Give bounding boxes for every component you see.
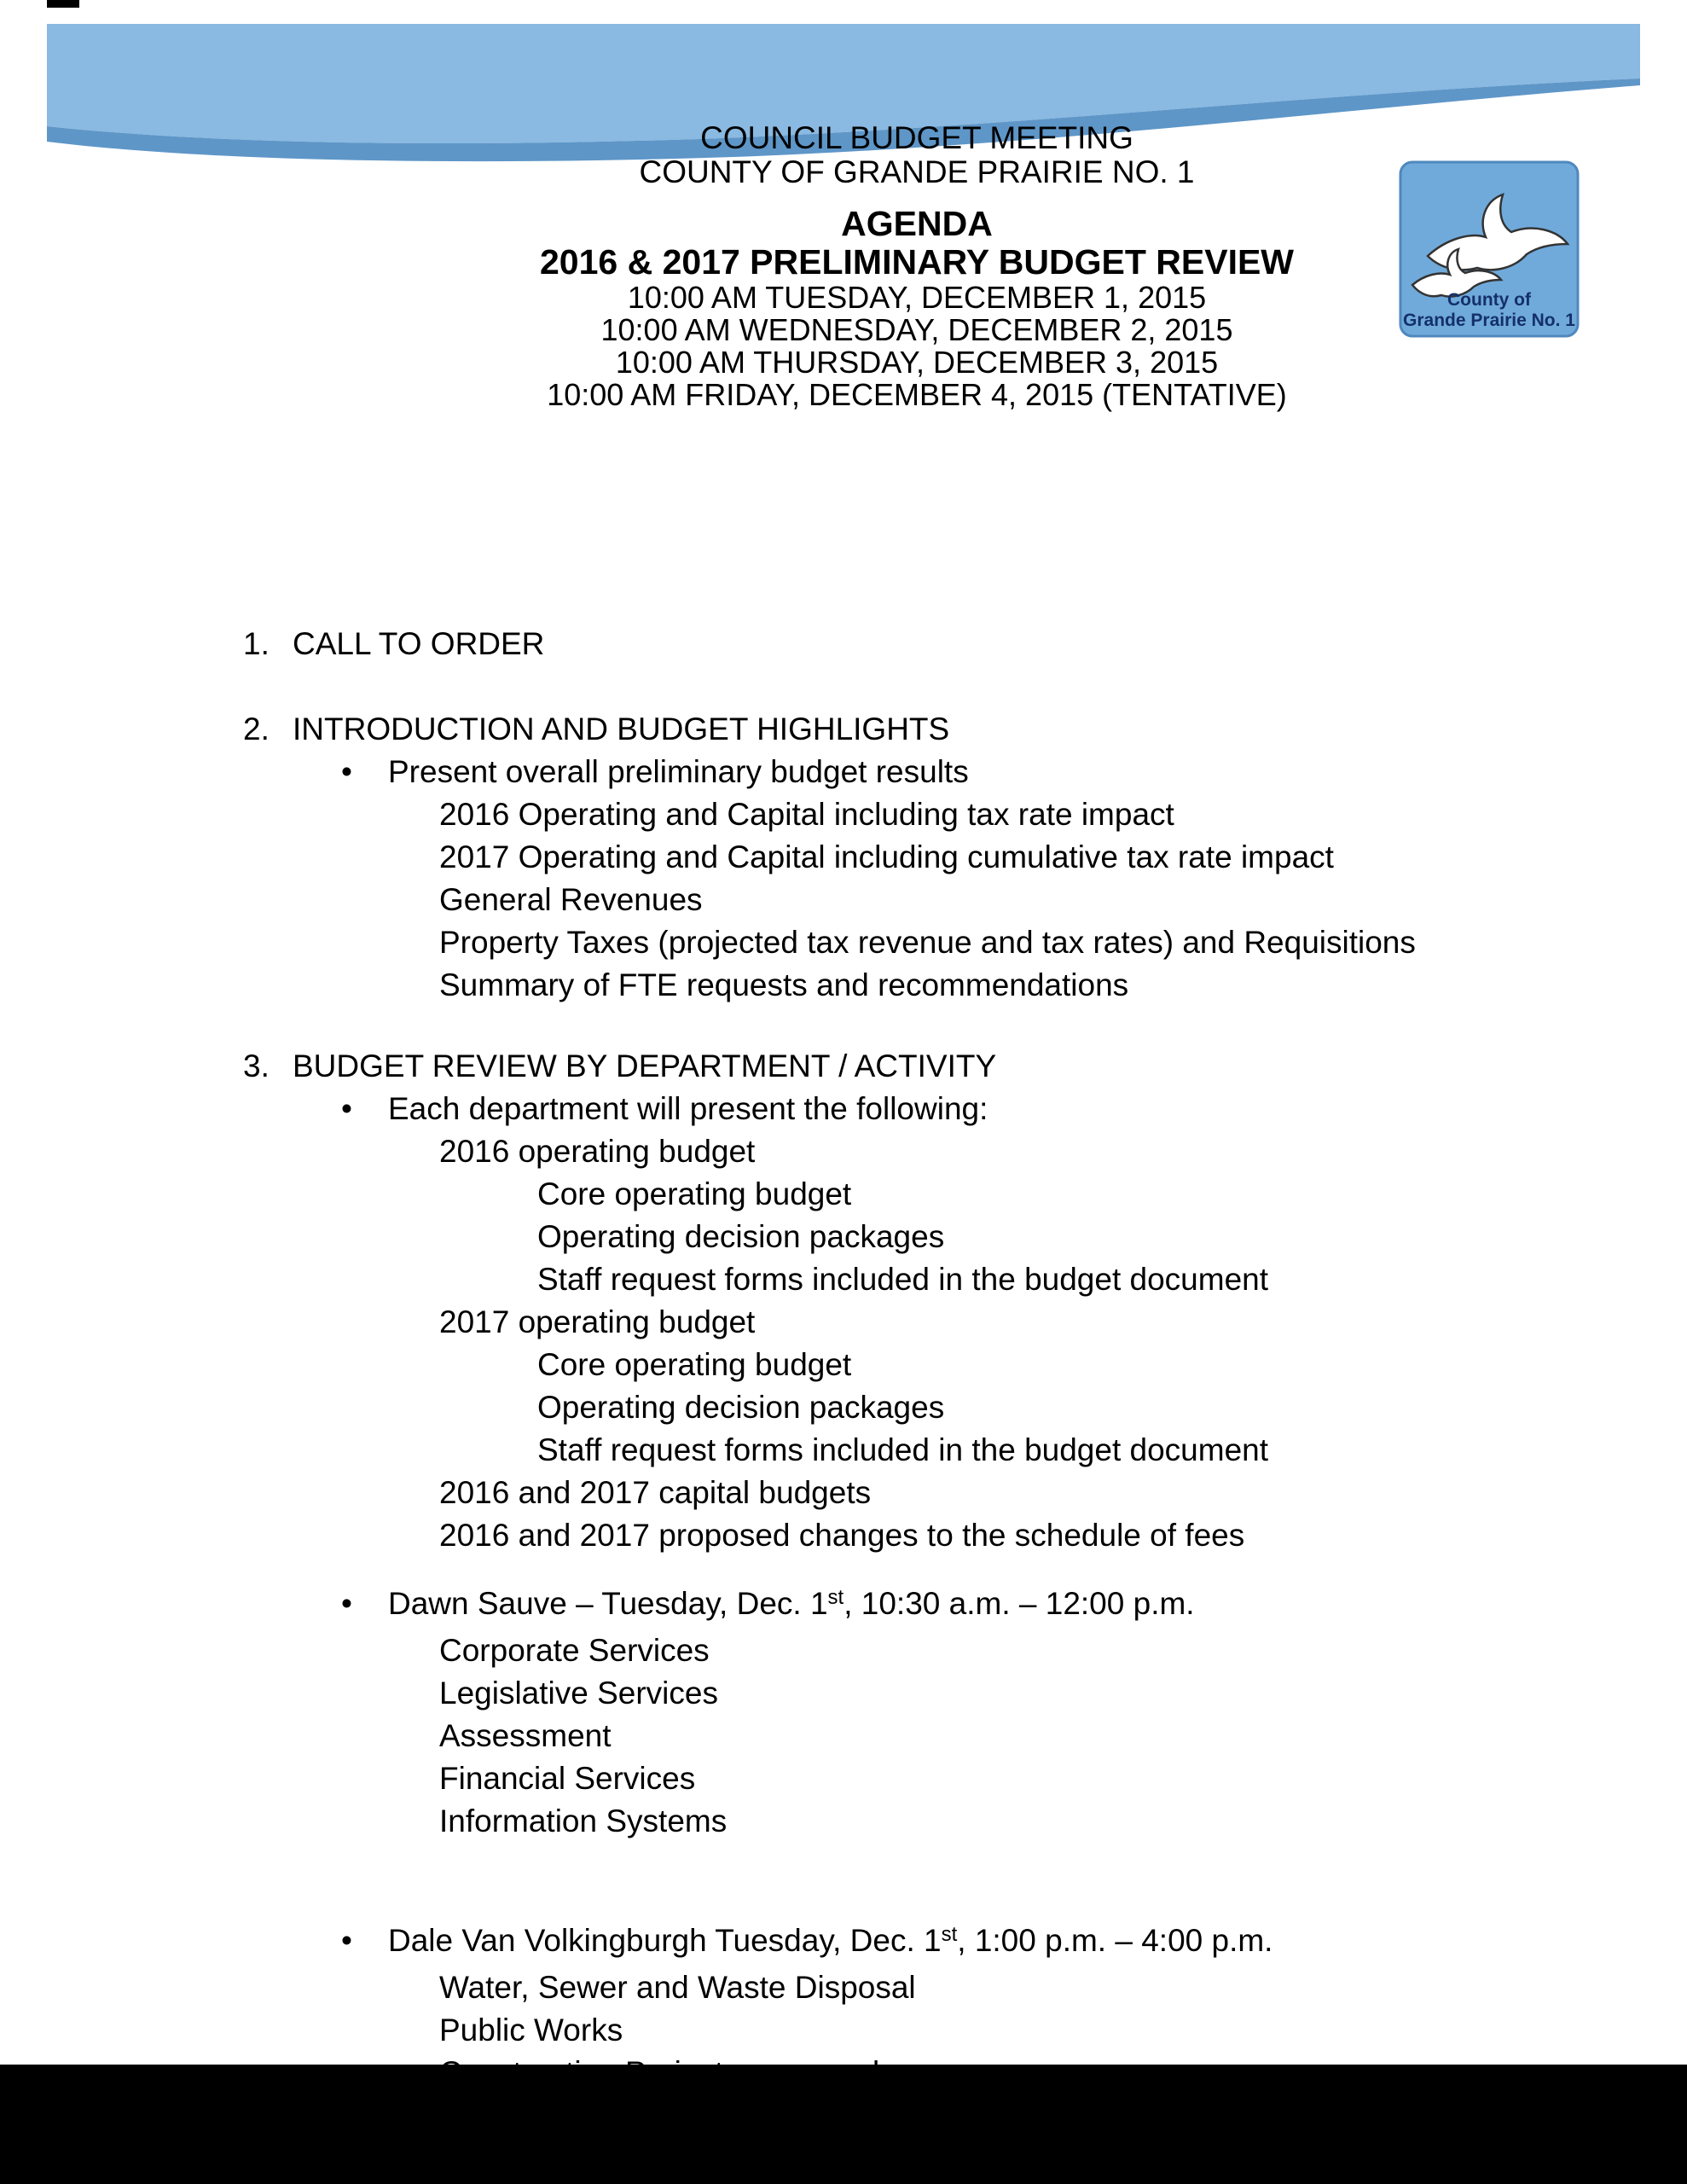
bullet-item xyxy=(243,751,1599,793)
logo-caption-line1: County of xyxy=(1447,290,1531,310)
department-item: Public Works xyxy=(439,2013,623,2048)
item-number: 3. xyxy=(243,1048,270,1083)
agenda-item-2 xyxy=(243,708,1599,751)
meeting-date: 10:00 AM WEDNESDAY, DECEMBER 2, 2015 xyxy=(600,312,1233,347)
department-item: Water, Sewer and Waste Disposal xyxy=(439,1970,916,2005)
item-title: CALL TO ORDER xyxy=(293,626,545,661)
presenter-schedule xyxy=(388,1920,1272,1966)
item-title: INTRODUCTION AND BUDGET HIGHLIGHTS xyxy=(293,712,950,746)
sub-sub-item: Core operating budget xyxy=(537,1176,852,1211)
department-item: Corporate Services xyxy=(439,1633,710,1668)
schedule-post: , 1:00 p.m. – 4:00 p.m. xyxy=(957,1923,1273,1958)
item-number: 2. xyxy=(243,712,270,746)
sub-item: 2016 and 2017 proposed changes to the schedule of fees xyxy=(439,1518,1245,1553)
item-title: BUDGET REVIEW BY DEPARTMENT / ACTIVITY xyxy=(293,1048,997,1083)
item-number: 1. xyxy=(243,626,270,661)
sub-sub-item: Staff request forms included in the budget document xyxy=(537,1262,1269,1297)
sub-item: 2016 Operating and Capital including tax rate impact xyxy=(439,797,1174,832)
sub-item: General Revenues xyxy=(439,882,703,917)
sub-sub-item: Operating decision packages xyxy=(537,1390,945,1425)
scan-artifact xyxy=(47,0,79,8)
department-item: Information Systems xyxy=(439,1804,728,1838)
meeting-date: 10:00 AM THURSDAY, DECEMBER 3, 2015 xyxy=(615,345,1219,380)
bullet-glyph: • xyxy=(341,1091,352,1126)
bullet-glyph: • xyxy=(341,1586,352,1621)
agenda-body xyxy=(243,623,1599,2094)
bullet-text: Present overall preliminary budget results xyxy=(388,754,969,789)
sub-item: 2017 operating budget xyxy=(439,1304,756,1339)
agenda-title: AGENDA xyxy=(841,204,993,243)
presenter-dawn-sauve xyxy=(243,1583,1599,1629)
bullet-item xyxy=(243,1088,1599,1130)
ordinal-suffix: st xyxy=(827,1586,844,1609)
bullet-glyph: • xyxy=(341,754,352,789)
sub-sub-item: Staff request forms included in the budget document xyxy=(537,1432,1269,1467)
sub-item: 2017 Operating and Capital including cumulative tax rate impact xyxy=(439,839,1334,874)
sub-item: Property Taxes (projected tax revenue and tax rates) and Requisitions xyxy=(439,925,1416,960)
schedule-post: , 10:30 a.m. – 12:00 p.m. xyxy=(844,1586,1195,1621)
schedule-pre: Dale Van Volkingburgh Tuesday, Dec. 1 xyxy=(388,1923,942,1958)
scan-black-bar xyxy=(0,2065,1687,2184)
meeting-date: 10:00 AM TUESDAY, DECEMBER 1, 2015 xyxy=(627,280,1207,315)
schedule-pre: Dawn Sauve – Tuesday, Dec. 1 xyxy=(388,1586,828,1621)
meeting-title-line2: COUNTY OF GRANDE PRAIRIE NO. 1 xyxy=(639,154,1195,189)
meeting-date: 10:00 AM FRIDAY, DECEMBER 4, 2015 (TENTATIVE) xyxy=(547,377,1287,412)
sub-item: 2016 operating budget xyxy=(439,1134,756,1169)
document-header xyxy=(243,121,1591,411)
agenda-item-3 xyxy=(243,1045,1599,1088)
department-item: Assessment xyxy=(439,1718,612,1753)
sub-sub-item: Core operating budget xyxy=(537,1347,852,1382)
bullet-text: Each department will present the following: xyxy=(388,1091,988,1126)
bullet-glyph: • xyxy=(341,1923,352,1958)
sub-item: 2016 and 2017 capital budgets xyxy=(439,1475,872,1510)
agenda-item-1 xyxy=(243,623,1599,665)
ordinal-suffix: st xyxy=(941,1923,958,1946)
sub-sub-item: Operating decision packages xyxy=(537,1219,945,1254)
meeting-title-line1: COUNCIL BUDGET MEETING xyxy=(700,120,1133,155)
sub-item: Summary of FTE requests and recommendations xyxy=(439,967,1129,1002)
department-item: Legislative Services xyxy=(439,1676,718,1711)
agenda-subtitle: 2016 & 2017 PRELIMINARY BUDGET REVIEW xyxy=(539,242,1295,282)
department-item: Financial Services xyxy=(439,1761,696,1796)
logo-caption-line2: Grande Prairie No. 1 xyxy=(1403,311,1575,330)
presenter-dale-van-volkingburgh xyxy=(243,1920,1599,1966)
presenter-schedule xyxy=(388,1583,1195,1629)
